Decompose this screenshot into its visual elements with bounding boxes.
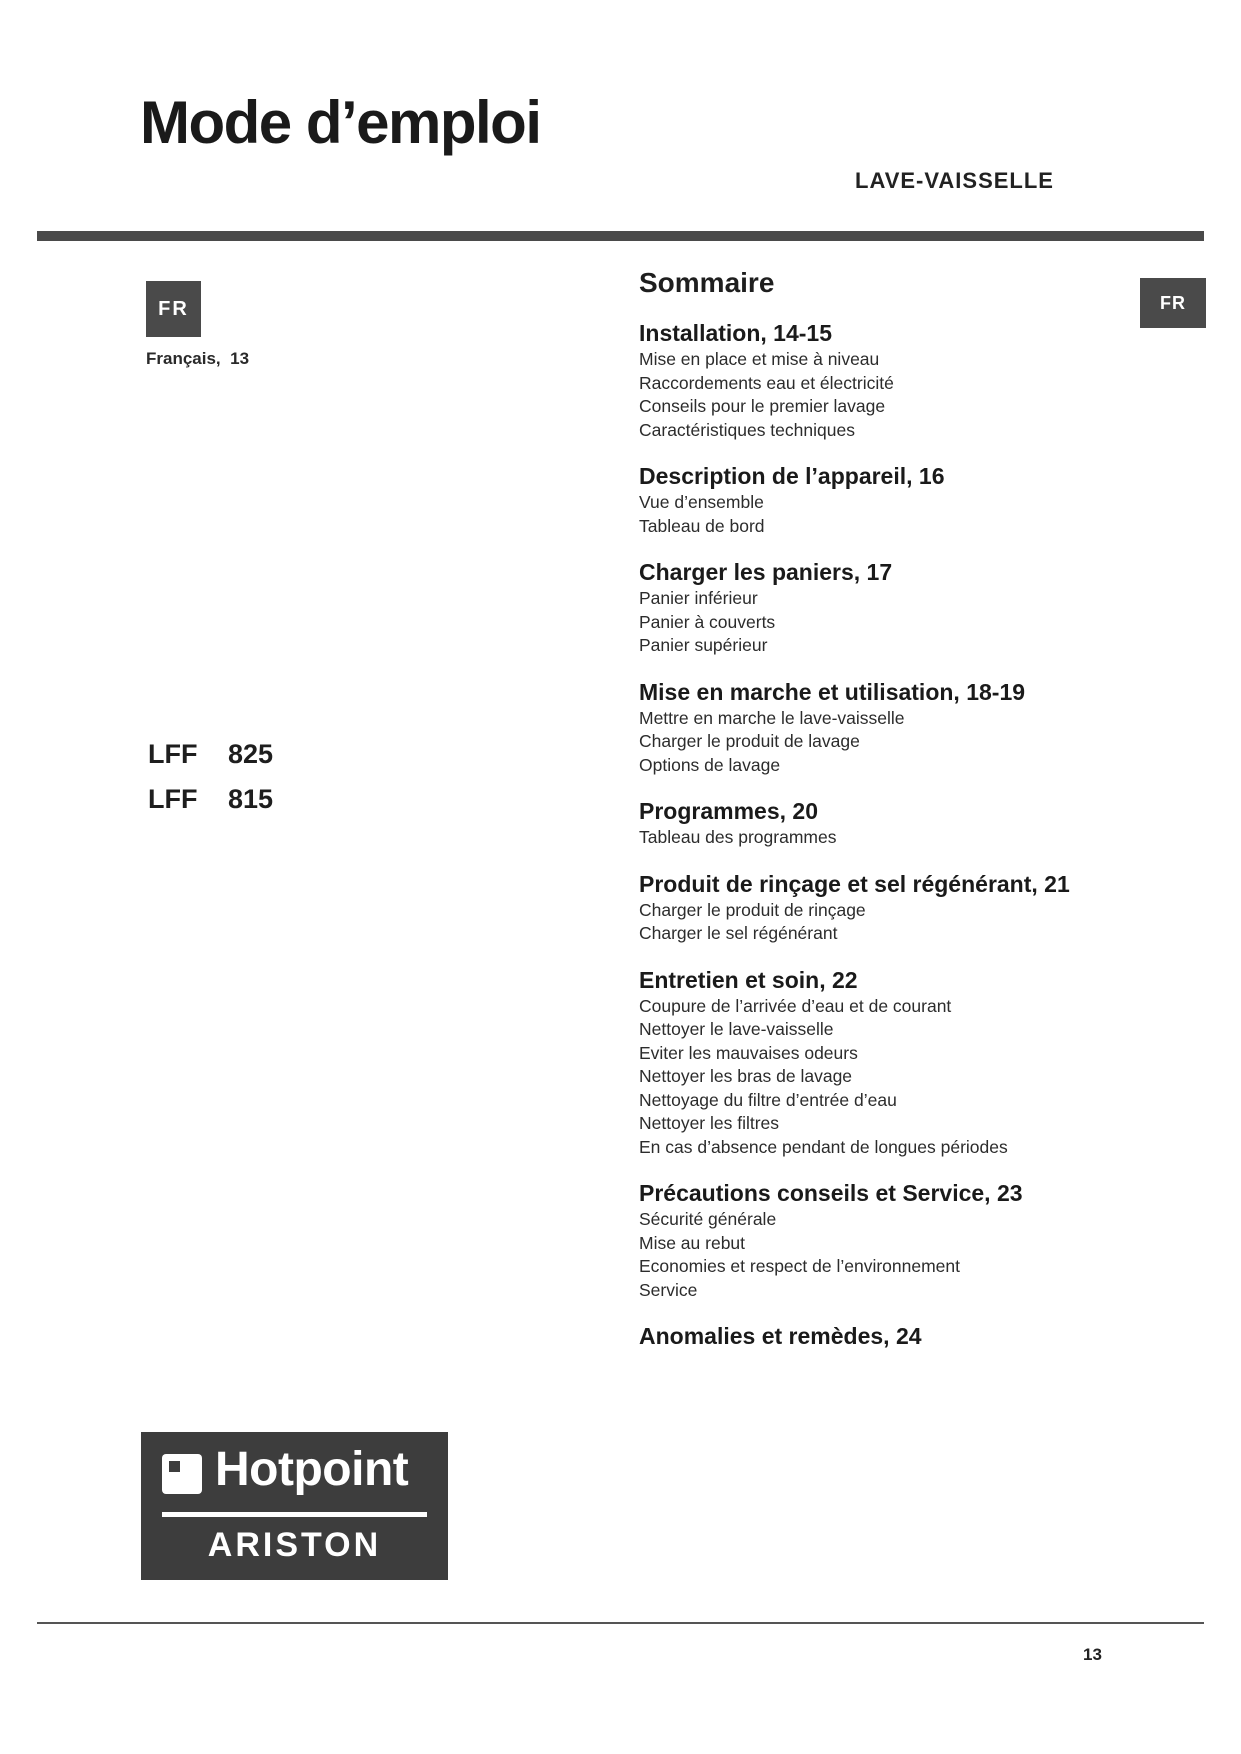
bottom-divider — [37, 1622, 1204, 1624]
toc-item: Mettre en marche le lave-vaisselle — [639, 707, 905, 728]
model-number — [148, 739, 273, 770]
toc-item: Economies et respect de l’environnement — [639, 1256, 961, 1276]
toc-item: Charger le sel régénérant — [639, 923, 838, 943]
toc-section — [639, 869, 1109, 946]
toc-section — [639, 965, 1109, 1160]
toc-item: En cas d’absence pendant de longues périodes — [639, 1136, 1008, 1157]
model-code: 815 — [228, 784, 274, 814]
toc-item: Charger le produit de lavage — [639, 731, 860, 751]
logo-sub-text: ARISTON — [207, 1526, 382, 1564]
toc-item: Nettoyage du filtre d’entrée d’eau — [639, 1089, 897, 1110]
toc-section — [639, 318, 1109, 442]
model-prefix: LFF — [148, 739, 198, 769]
toc-item-list — [639, 707, 1109, 778]
toc-item-list — [639, 826, 1109, 850]
toc-item: Mise au rebut — [639, 1232, 746, 1253]
toc-section — [639, 461, 1109, 538]
toc-section — [639, 1178, 1109, 1302]
product-type: LAVE-VAISSELLE — [855, 168, 1054, 193]
toc-item: Mise en place et mise à niveau — [639, 349, 880, 369]
toc-item: Options de lavage — [639, 754, 781, 775]
toc-item: Coupure de l’arrivée d’eau et de courant — [639, 995, 952, 1016]
toc-item-list — [639, 491, 1109, 538]
toc-item: Sécurité générale — [639, 1209, 777, 1229]
toc-item: Tableau de bord — [639, 515, 765, 536]
toc-section-title: Charger les paniers, 17 — [639, 559, 893, 585]
toc-item-list — [639, 348, 1109, 442]
toc-item: Tableau des programmes — [639, 827, 837, 847]
toc-section-title: Installation, 14-15 — [639, 320, 833, 346]
toc-section — [639, 1321, 1109, 1351]
toc-item-list — [639, 587, 1109, 658]
language-entry — [146, 349, 249, 369]
toc-item: Eviter les mauvaises odeurs — [639, 1042, 858, 1063]
logo-divider — [162, 1512, 427, 1517]
model-code: 825 — [228, 739, 274, 769]
toc-item: Panier supérieur — [639, 635, 768, 655]
brand-logo — [141, 1432, 448, 1580]
toc-item-list — [639, 899, 1109, 946]
toc-section — [639, 557, 1109, 658]
toc-section-title: Produit de rinçage et sel régénérant, 21 — [639, 870, 1070, 897]
model-number — [148, 784, 273, 815]
toc-item: Conseils pour le premier lavage — [639, 396, 886, 416]
toc-section-title: Entretien et soin, 22 — [639, 966, 858, 993]
model-prefix: LFF — [148, 784, 198, 814]
hotpoint-mark-icon — [162, 1454, 202, 1494]
table-of-contents — [639, 267, 1109, 1370]
toc-item: Raccordements eau et électricité — [639, 372, 894, 393]
toc-sections — [639, 318, 1109, 1351]
language-page: 13 — [230, 349, 250, 368]
logo-brand-text: Hotpoint — [215, 1443, 409, 1496]
toc-heading: Sommaire — [639, 267, 775, 298]
page-number: 13 — [1083, 1645, 1102, 1664]
language-label: Français, — [146, 349, 221, 368]
toc-section-title: Description de l’appareil, 16 — [639, 463, 945, 489]
top-divider — [37, 231, 1204, 241]
page-title: Mode d’emploi — [140, 89, 541, 156]
toc-section-title: Anomalies et remèdes, 24 — [639, 1323, 922, 1349]
toc-section-title: Mise en marche et utilisation, 18-19 — [639, 678, 1026, 705]
toc-item-list — [639, 1208, 1109, 1302]
toc-item: Charger le produit de rinçage — [639, 899, 866, 920]
toc-item: Service — [639, 1279, 698, 1300]
toc-item: Panier inférieur — [639, 588, 758, 608]
toc-item: Nettoyer les filtres — [639, 1113, 780, 1133]
toc-item: Vue d’ensemble — [639, 492, 764, 512]
toc-item-list — [639, 995, 1109, 1160]
toc-section — [639, 796, 1109, 850]
toc-item: Panier à couverts — [639, 611, 776, 632]
toc-item: Nettoyer le lave-vaisselle — [639, 1019, 834, 1039]
toc-section-title: Programmes, 20 — [639, 798, 818, 824]
toc-item: Caractéristiques techniques — [639, 419, 855, 440]
toc-item: Nettoyer les bras de lavage — [639, 1066, 853, 1086]
toc-section — [639, 677, 1109, 778]
language-badge-right: FR — [1140, 278, 1206, 328]
toc-section-title: Précautions conseils et Service, 23 — [639, 1180, 1023, 1206]
language-badge-left: FR — [146, 281, 201, 337]
